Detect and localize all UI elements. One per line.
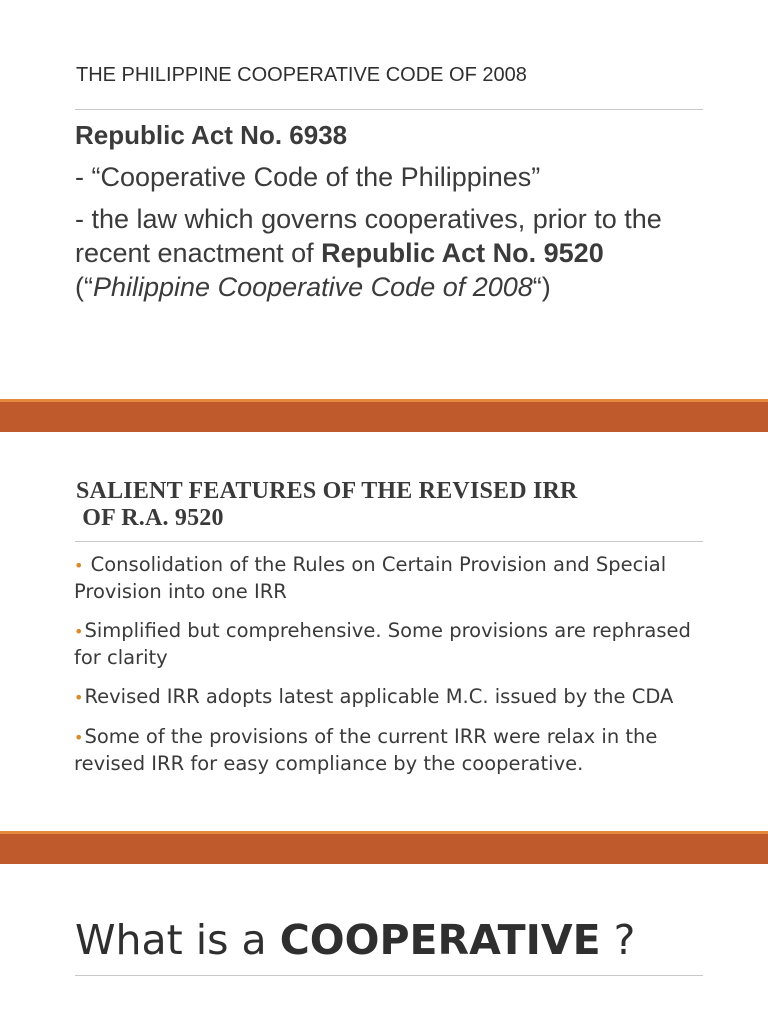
slide-3-title-rule	[75, 975, 703, 976]
governing-law-text: - the law which governs cooperatives, prior to the recent enactment of	[75, 204, 662, 268]
slide-2-title-line-2: OF R.A. 9520	[76, 505, 224, 531]
list-item-text: Simplified but comprehensive. Some provisions are rephrased for clarity	[74, 619, 691, 669]
features-list	[66, 552, 716, 790]
slide-3	[0, 864, 768, 1024]
open-quote: (“	[75, 272, 93, 302]
slide-divider-band	[0, 831, 768, 864]
list-item-text: Consolidation of the Rules on Certain Provision and Special Provision into one IRR	[74, 553, 673, 603]
slide-2-title-rule	[75, 541, 703, 542]
code-2008-italic: Philippine Cooperative Code of 2008	[92, 272, 533, 302]
slide-2	[0, 432, 768, 832]
slide-divider-band	[0, 399, 768, 432]
list-item-text: Some of the provisions of the current IRR were relax in the revised IRR for easy compliance by the cooperative.	[74, 725, 658, 775]
slide-2-title	[76, 478, 716, 532]
slide-1-title-rule	[75, 109, 703, 110]
governing-law-paragraph	[75, 202, 715, 304]
slide-3-title	[75, 916, 635, 964]
list-item-text: Revised IRR adopts latest applicable M.C. issued by the CDA	[84, 685, 674, 708]
list-item	[66, 618, 716, 671]
list-item	[66, 684, 716, 711]
bullet-icon: •	[74, 728, 84, 747]
bullet-icon: •	[74, 622, 84, 641]
republic-act-heading: Republic Act No. 6938	[75, 120, 348, 150]
republic-act-9520: Republic Act No. 9520	[321, 238, 604, 268]
bullet-icon: •	[74, 688, 84, 707]
slide-1-body	[75, 118, 715, 312]
slide-1-title: THE PHILIPPINE COOPERATIVE CODE OF 2008	[76, 64, 527, 86]
title-cooperative: COOPERATIVE	[279, 916, 601, 964]
close-quote: “)	[532, 272, 551, 302]
bullet-icon: •	[74, 556, 84, 575]
slide-2-title-line-1: SALIENT FEATURES OF THE REVISED IRR	[76, 478, 578, 504]
title-suffix: ?	[600, 916, 636, 964]
title-prefix: What is a	[75, 916, 280, 964]
slide-1	[0, 0, 768, 400]
cooperative-code-line: - “Cooperative Code of the Philippines”	[75, 162, 541, 192]
list-item	[66, 724, 716, 777]
list-item	[66, 552, 716, 605]
